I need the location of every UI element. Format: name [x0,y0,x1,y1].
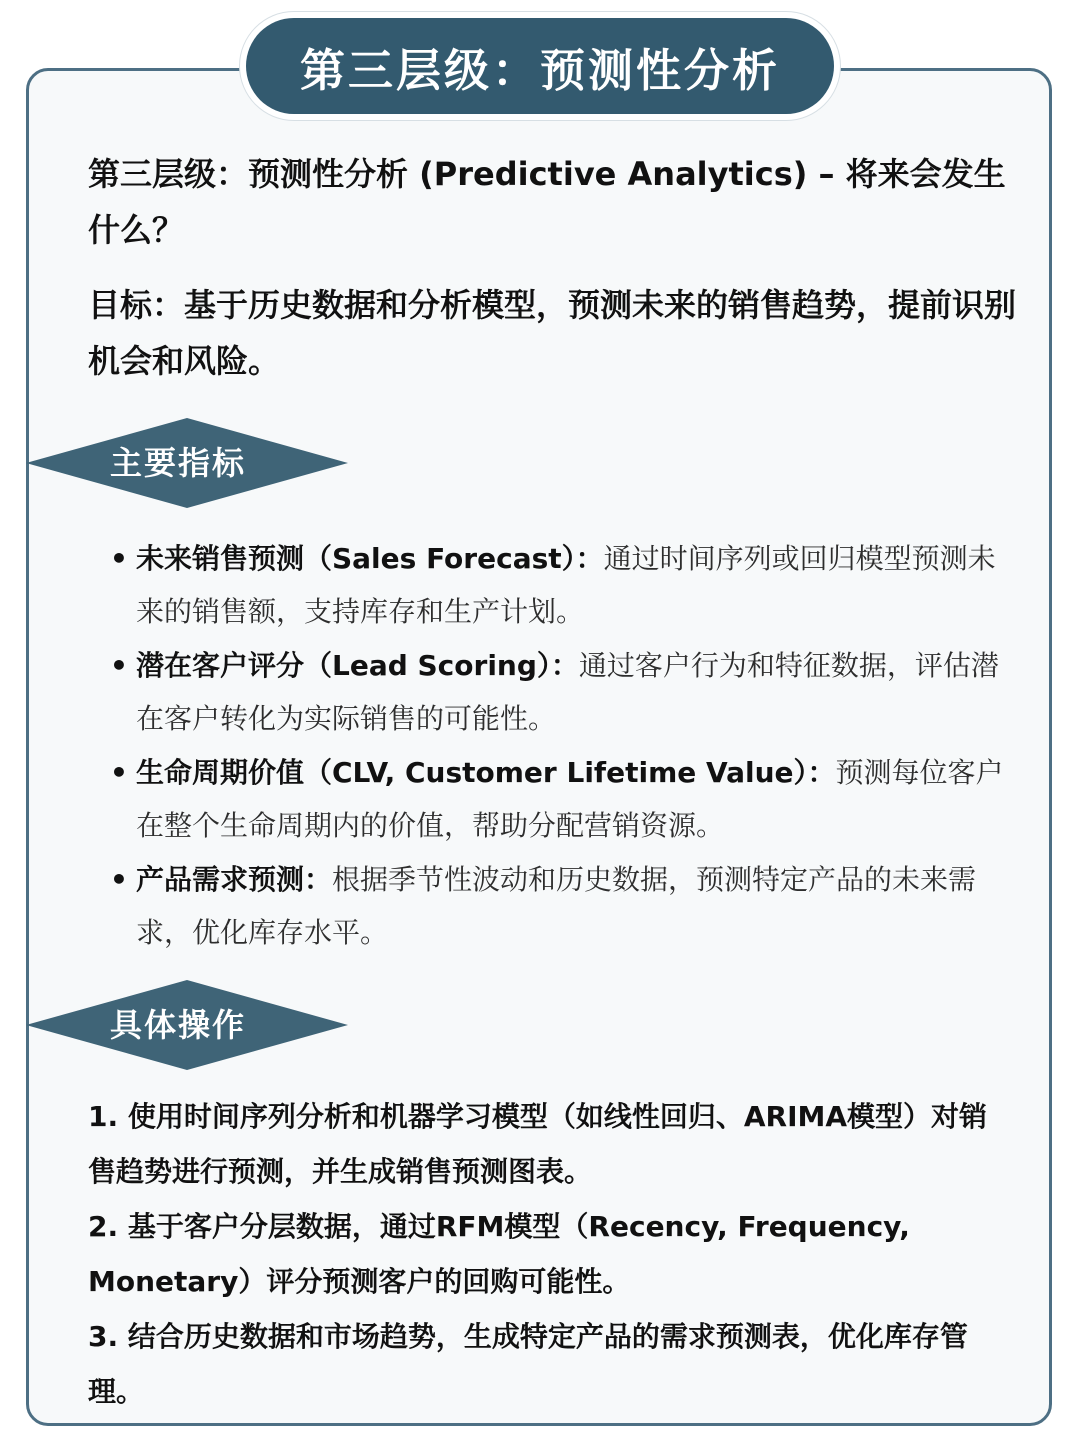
bullet-icon: • [110,542,128,575]
intro-goal: 目标：基于历史数据和分析模型，预测未来的销售趋势，提前识别机会和风险。 [88,286,1017,380]
metric-description: 通过客户行为和特征数据，评估潜在客户转化为实际销售的可能性。 [136,649,999,735]
section-title-operations: 具体操作 [110,1006,247,1044]
operations-list [88,1089,998,1419]
list-item: 1. 使用时间序列分析和机器学习模型（如线性回归、ARIMA模型）对销售趋势进行预测，并生成销售预测图表。 [88,1100,988,1188]
bullet-icon: • [110,756,128,789]
section-badge-metrics [26,418,348,508]
list-item: 3. 结合历史数据和市场趋势，生成特定产品的需求预测表，优化库存管理。 [88,1320,968,1408]
metric-description: 通过时间序列或回归模型预测未来的销售额，支持库存和生产计划。 [136,542,996,628]
bullet-icon: • [110,863,128,896]
title-banner [246,18,834,114]
section-badge-operations [26,980,348,1070]
metric-term: 潜在客户评分（Lead Scoring）： [136,649,579,682]
metric-description: 预测每位客户在整个生命周期内的价值，帮助分配营销资源。 [136,756,1004,842]
list-item [104,639,1004,745]
metric-term: 生命周期价值（CLV, Customer Lifetime Value）： [136,756,836,789]
section-title-metrics: 主要指标 [110,444,247,482]
metric-term: 产品需求预测： [136,863,333,896]
page-title: 第三层级：预测性分析 [299,43,780,97]
intro-heading: 第三层级：预测性分析 (Predictive Analytics) – 将来会发生什么？ [88,155,1006,249]
list-item [104,532,1004,638]
metric-term: 未来销售预测（Sales Forecast）： [136,542,604,575]
list-item [104,746,1004,852]
metric-description: 根据季节性波动和历史数据，预测特定产品的未来需求，优化库存水平。 [136,863,977,949]
list-item: 2. 基于客户分层数据，通过RFM模型（Recency, Frequency, Monetary）评分预测客户的回购可能性。 [88,1210,910,1298]
list-item [104,853,1004,959]
metrics-list [104,532,1004,960]
bullet-icon: • [110,649,128,682]
